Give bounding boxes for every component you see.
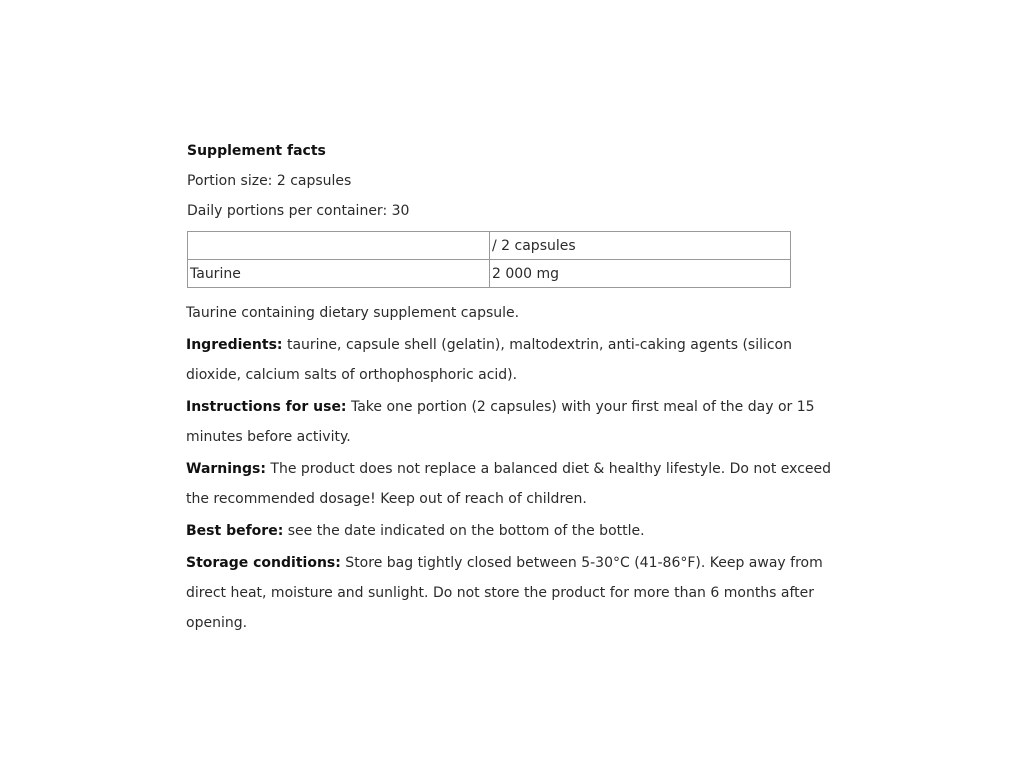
table-header-cell — [188, 232, 490, 260]
supplement-facts-section — [187, 141, 847, 640]
daily-portions: Daily portions per container: 30 — [187, 203, 410, 219]
best-before-label: Best before: — [186, 523, 284, 539]
supplement-facts-table — [187, 231, 791, 288]
table-header-row — [188, 232, 791, 260]
instructions-paragraph — [186, 392, 847, 452]
best-before-paragraph — [186, 516, 847, 546]
storage-text: Store bag tightly closed between 5-30°C (41-86°F). Keep away from direct heat, moisture and sunlight. Do not store the product for more than 6 months after opening. — [186, 555, 823, 631]
best-before-text: see the date indicated on the bottom of the bottle. — [283, 523, 645, 539]
warnings-paragraph — [186, 454, 847, 514]
table-header-cell: / 2 capsules — [490, 232, 791, 260]
ingredient-amount-cell: 2 000 mg — [490, 260, 791, 288]
storage-paragraph — [186, 548, 847, 638]
product-description: Taurine containing dietary supplement capsule. — [186, 305, 520, 321]
ingredients-paragraph — [186, 330, 847, 390]
table-row — [188, 260, 791, 288]
storage-label: Storage conditions: — [186, 555, 341, 571]
warnings-text: The product does not replace a balanced diet & healthy lifestyle. Do not exceed the recommended dosage! Keep out of reach of children. — [186, 461, 832, 507]
ingredients-text: taurine, capsule shell (gelatin), maltodextrin, anti-caking agents (silicon dioxide, calcium salts of orthophosphoric acid). — [186, 337, 792, 383]
instructions-label: Instructions for use: — [186, 399, 347, 415]
ingredient-name-cell: Taurine — [188, 260, 490, 288]
warnings-label: Warnings: — [186, 461, 266, 477]
portion-size: Portion size: 2 capsules — [187, 173, 352, 189]
ingredients-label: Ingredients: — [186, 337, 283, 353]
instructions-text: Take one portion (2 capsules) with your first meal of the day or 15 minutes before activity. — [186, 399, 815, 445]
section-title: Supplement facts — [187, 143, 326, 159]
